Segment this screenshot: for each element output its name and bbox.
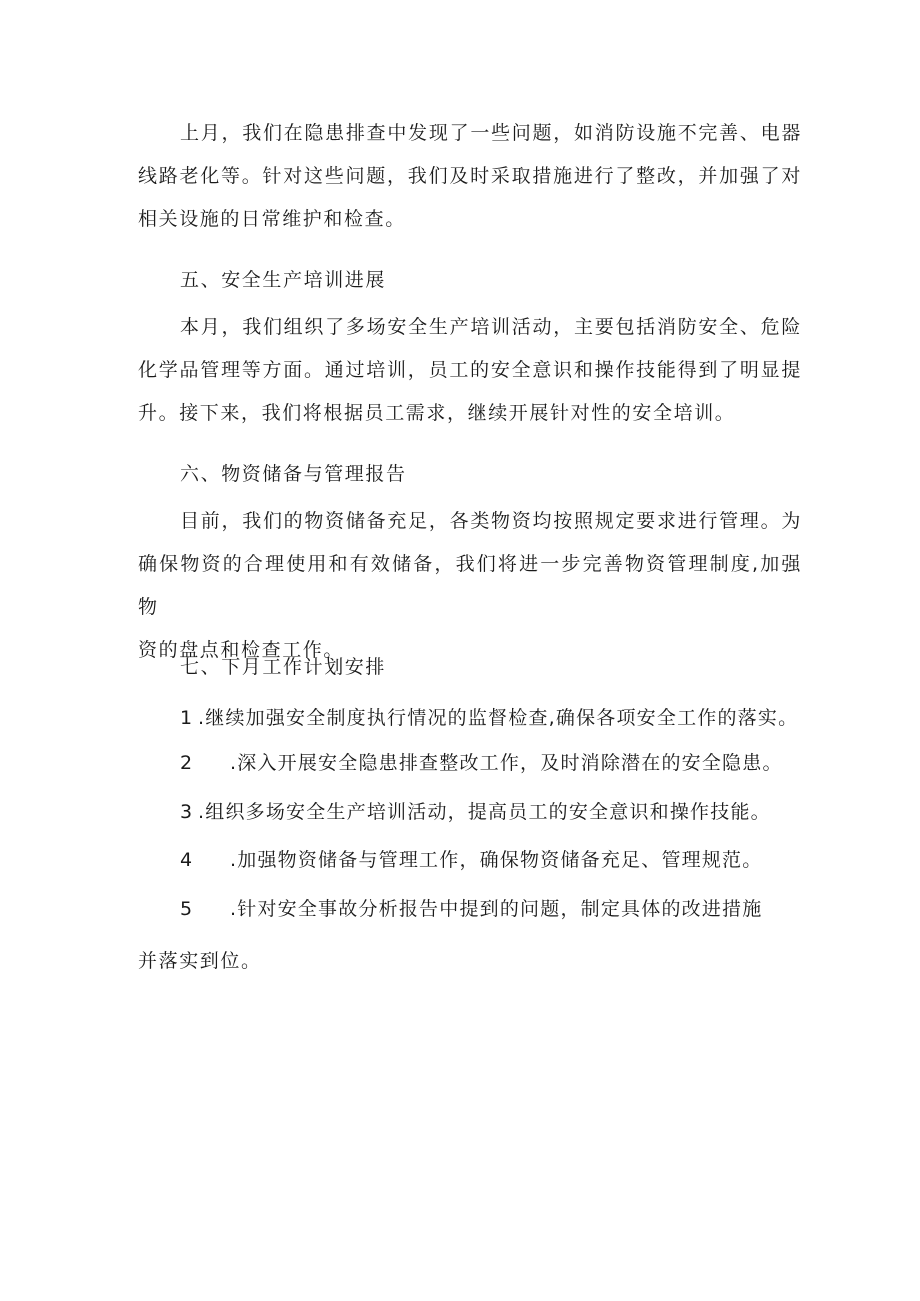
plan-item-text: .组织多场安全生产培训活动，提高员工的安全意识和操作技能。 bbox=[198, 801, 771, 823]
plan-item-text: .加强物资储备与管理工作，确保物资储备充足、管理规范。 bbox=[230, 849, 763, 871]
section-heading-training: 五、安全生产培训进展 bbox=[180, 269, 387, 291]
paragraph-materials bbox=[138, 500, 802, 672]
paragraph-line: 升。接下来，我们将根据员工需求，继续开展针对性的安全培训。 bbox=[138, 402, 736, 424]
paragraph-line: 线路老化等。针对这些问题，我们及时采取措施进行了整改，并加强了对 bbox=[138, 165, 802, 187]
plan-item-text: .针对安全事故分析报告中提到的问题，制定具体的改进措施 bbox=[230, 898, 763, 920]
paragraph-line: 资的盘点和检查工作。 bbox=[138, 639, 345, 661]
plan-item bbox=[180, 845, 762, 872]
plan-item bbox=[180, 748, 783, 775]
paragraph-line: 目前，我们的物资储备充足，各类物资均按照规定要求进行管理。为 bbox=[180, 510, 802, 532]
plan-item-text: .深入开展安全隐患排查整改工作，及时消除潜在的安全隐患。 bbox=[230, 752, 783, 774]
plan-item-number: 2 bbox=[180, 752, 194, 774]
plan-item-number: 1 bbox=[180, 707, 194, 729]
paragraph-line: 本月，我们组织了多场安全生产培训活动，主要包括消防安全、危险 bbox=[180, 316, 802, 338]
paragraph-training bbox=[138, 306, 802, 435]
plan-item bbox=[180, 894, 762, 921]
plan-item-text: .继续加强安全制度执行情况的监督检查,确保各项安全工作的落实。 bbox=[198, 707, 799, 729]
section-heading-next-month-plan: 七、下月工作计划安排 bbox=[180, 656, 387, 678]
plan-item bbox=[180, 797, 771, 824]
plan-item-continued: 并落实到位。 bbox=[138, 950, 262, 972]
paragraph-line: 上月，我们在隐患排查中发现了一些问题，如消防设施不完善、电器 bbox=[180, 122, 802, 144]
plan-item-number: 5 bbox=[180, 898, 194, 920]
paragraph-line: 化学品管理等方面。通过培训，员工的安全意识和操作技能得到了明显提 bbox=[138, 359, 802, 381]
plan-item-number: 4 bbox=[180, 849, 194, 871]
plan-item-number: 3 bbox=[180, 801, 194, 823]
paragraph-line: 相关设施的日常维护和检查。 bbox=[138, 208, 406, 230]
plan-item bbox=[180, 703, 798, 730]
paragraph-line: 确保物资的合理使用和有效储备，我们将进一步完善物资管理制度,加强物 bbox=[138, 553, 802, 618]
paragraph-hazard-inspection bbox=[138, 112, 802, 241]
section-heading-materials: 六、物资储备与管理报告 bbox=[180, 463, 407, 485]
